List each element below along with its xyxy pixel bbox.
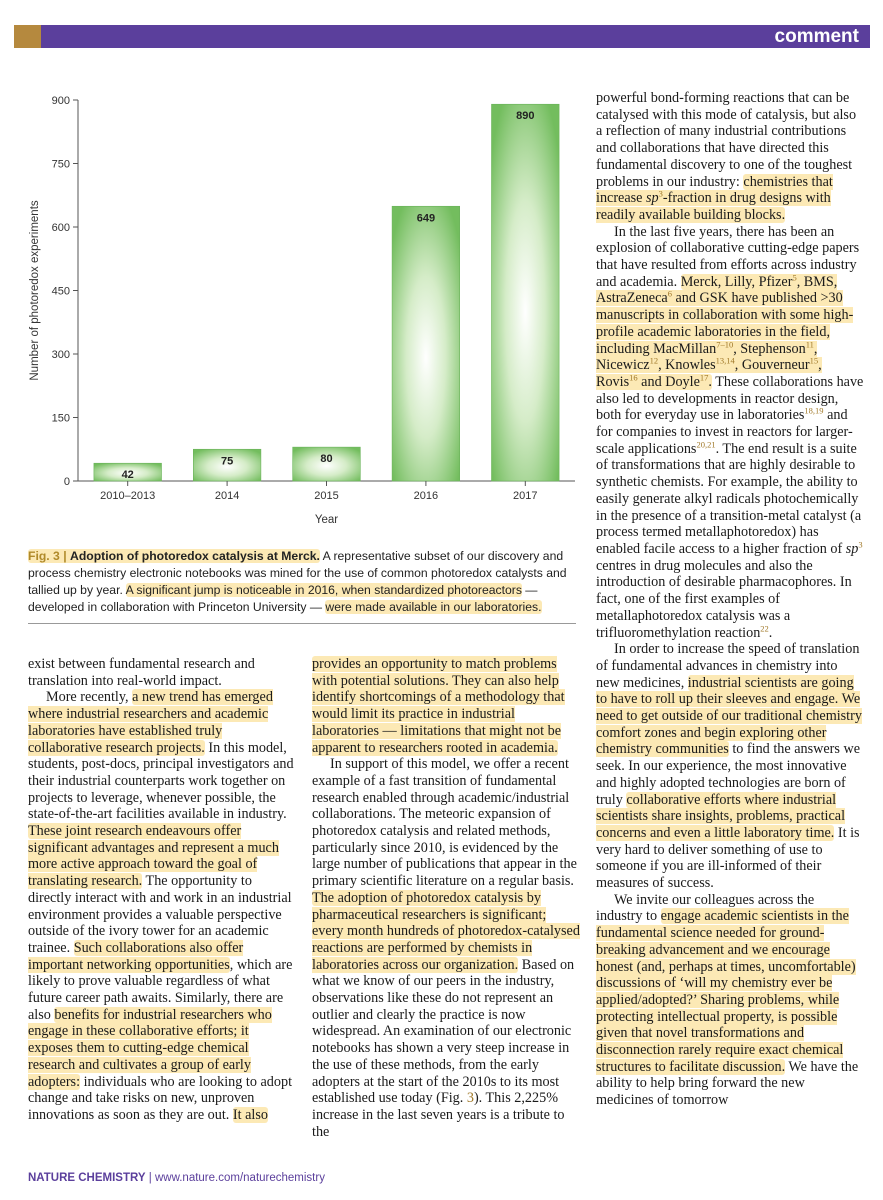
section-header-bar	[41, 25, 870, 48]
x-tick-label: 2016	[413, 490, 439, 502]
paragraph: We invite our colleagues across the industry to engage academic scientists in the fundamental science needed for ground-breaking advancement and we encourage honest (and, perhaps at times, uncomfortable) discussions of ‘will my chemistry ever be applied/adopted?’ Sharing problems, while protecting intellectual property, is possible given that novel transformations and disconnection rarely require exact chemical structures to facilitate discussion. We have the ability to help bring forward the new medicines of tomorrow	[596, 891, 859, 1109]
y-tick-label: 0	[63, 476, 70, 488]
bar-value-label: 42	[121, 469, 134, 482]
journal-name: NATURE CHEMISTRY	[28, 1172, 146, 1184]
journal-url[interactable]: www.nature.com/naturechemistry	[154, 1172, 325, 1184]
article-column-left	[28, 656, 296, 1124]
y-tick-label: 900	[51, 95, 70, 107]
y-tick-label: 600	[51, 222, 70, 234]
caption-highlight: were made available in our laboratories.	[325, 600, 542, 614]
caption-title: Adoption of photoredox catalysis at Merck.	[70, 549, 320, 563]
bar-chart	[20, 85, 580, 540]
paragraph: More recently, a new trend has emerged where industrial researchers and academic laboratories have established truly collaborative research projects. In this model, students, post-docs, principal investigators and their industrial counterparts work together on projects to leverage, whenever possible, the state-of-the-art facilities available in industry. These joint research endeavours offer significant advantages and represent a much more active approach toward the goal of translating research. The opportunity to directly interact with and work in an industrial environment provides a valuable perspective outside of the ivory tower for an academic trainee. Such collaborations also offer important networking opportunities, which are likely to prove valuable regardless of what future career path awaits. Similarly, there are also benefits for industrial researchers who engage in these collaborative efforts; it exposes them to cutting-edge chemical research and cultivates a group of early adopters: individuals who are looking to adopt change and take risks on new, unproven innovations as soon as they are out. It also	[28, 689, 294, 1123]
paragraph: provides an opportunity to match problems with potential solutions. They can also help identify shortcomings of a methodology that would limit its practice in industrial laboratories — limitations that might not be apparent to researchers rooted in academia.	[312, 656, 565, 756]
caption-text: A representative subset of our discovery and process chemistry electronic notebooks was mined for the use of common photoredox catalysts and tallied up by year.	[28, 549, 567, 597]
bar-value-label: 649	[416, 212, 436, 225]
bar-value-label: 75	[220, 455, 234, 468]
section-title: comment	[774, 26, 859, 47]
bar	[392, 206, 460, 481]
paragraph: powerful bond-forming reactions that can be catalysed with this mode of catalysis, but also a reflection of many industrial contributions and collaborations that have directed this fundamental discovery to one of the toughest problems in our industry: chemistries that increase $sp^3$-fraction in drug designs with readily available building blocks.	[596, 90, 857, 223]
y-tick-label: 300	[51, 349, 70, 361]
caption-label: Fig. 3 |	[28, 549, 67, 563]
paragraph: In order to increase the speed of translation of fundamental advances in chemistry into new medicines, industrial scientists are going to have to roll up their sleeves and engage. We need to get outside of our traditional chemistry comfort zones and begin exploring other chemistry communities to find the answers we seek. In our experience, the most innovative and highly adopted technologies are born of truly collaborative efforts where industrial scientists share insights, problems, practical concerns and even a little laboratory time. It is very hard to deliver something of use to someone if you are ill-informed of their measures of success.	[596, 641, 862, 892]
article-column-right-top	[596, 90, 864, 1109]
y-axis-title: Number of photoredox experiments	[29, 200, 41, 381]
bar-value-label: 80	[320, 453, 333, 466]
y-tick-label: 750	[51, 158, 70, 171]
x-axis-title: Year	[314, 514, 339, 526]
y-tick-label: 150	[51, 412, 70, 425]
figure-caption	[28, 548, 578, 616]
x-tick-label: 2015	[314, 490, 339, 502]
bar-value-label: 890	[516, 110, 535, 123]
x-tick-label: 2010–2013	[100, 490, 156, 502]
article-column-middle	[312, 656, 580, 1140]
caption-highlight: A significant jump is noticeable in 2016, when standardized photoreactors	[125, 583, 522, 597]
paragraph: In support of this model, we offer a recent example of a fast transition of fundamental research enabled through academic/industrial collaborations. The meteoric expansion of photoredox catalysis and related methods, particularly since 2010, is evidenced by the large number of publications that appear in the primary scientific literature on a regular basis. The adoption of photoredox catalysis by pharmaceutical researchers is significant; every month hundreds of photoredox-catalysed reactions are performed by chemists in laboratories across our organization. Based on what we know of our peers in the industry, observations like these do not represent an outlier and clearly the practice is now widespread. An examination of our electronic notebooks has shown a very steep increase in the use of these methods, from the early adopters at the start of the 2010s to its most established use today (Fig. 3). This 2,225% increase in the last seven years is a tribute to the	[312, 756, 580, 1140]
bar	[492, 104, 560, 481]
x-tick-label: 2014	[214, 490, 240, 502]
page-footer	[28, 1172, 325, 1184]
caption-text: — developed in collaboration with Princeton University —	[28, 583, 538, 614]
paragraph: exist between fundamental research and translation into real-world impact.	[28, 656, 255, 689]
header-gold-block	[14, 25, 41, 48]
x-tick-label: 2017	[513, 490, 538, 502]
y-tick-label: 450	[51, 285, 70, 298]
footer-separator: |	[145, 1172, 155, 1184]
paragraph: In the last five years, there has been an explosion of collaborative cutting-edge papers that have resulted from efforts across industry and academia. Merck, Lilly, Pfizer$^5$, BMS, AstraZeneca$^6$ and GSK have published >30 manuscripts in collaboration with some high-profile academic laboratories in the field, including MacMillan$^{7-10}$, Stephenson$^{11}$, Nicewicz$^{12}$, Knowles$^{13,14}$, Gouverneur$^{15}$, Rovis$^{16}$ and Doyle$^{17}$. These collaborations have also led to developments in reactor design, both for everyday use in laboratories$^{18,19}$ and for companies to invest in reactors for larger-scale applications$^{20,21}$. The end result is a suite of transformations that are highly desirable to synthetic chemists. For example, the ability to easily generate alkyl radicals photochemically in the presence of a transition-metal catalyst (a process termed metallaphotoredox) has enabled facile access to a higher fraction of $sp^3$ centres in drug molecules and also the introduction of desirable pharmacophores. In fact, one of the first examples of metallaphotoredox catalysis was a trifluoromethylation reaction$^{22}$.	[596, 223, 864, 641]
caption-rule	[28, 623, 576, 624]
